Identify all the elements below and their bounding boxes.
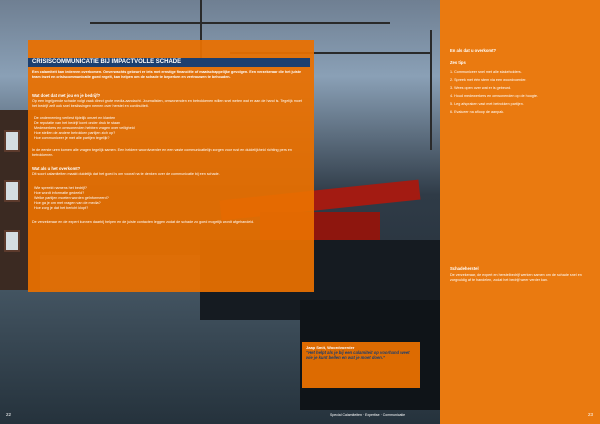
page-number: 22 bbox=[6, 412, 12, 417]
tip-item: 2. Spreek met één stem via een woordvoerder. bbox=[450, 78, 527, 82]
question-item: Hoe wordt informatie gedeeld? bbox=[34, 191, 85, 195]
paragraph: De verzekeraar en de expert kunnen daarbij helpen en de juiste contacten leggen zodat de schade zo goed mogelijk wordt afgehandeld. bbox=[32, 220, 255, 224]
question-item: Wie spreekt namens het bedrijf? bbox=[34, 186, 87, 190]
article-title: CRISISCOMMUNICATIE BIJ IMPACTVOLLE SCHADE bbox=[32, 59, 182, 65]
bullet-list bbox=[34, 116, 308, 143]
crane-jib bbox=[90, 22, 390, 24]
section-heading: Wat doet dat met jou en je bedrijf? bbox=[32, 93, 101, 98]
quote-text: “Het helpt als je bij een calamiteit op voorhand weet wie je kunt bellen en wat je moet doen.” bbox=[306, 350, 410, 360]
bullet-item: Hoe stellen de andere betrokken partijen zich op? bbox=[34, 131, 116, 135]
tips-list bbox=[450, 68, 595, 248]
window bbox=[4, 180, 20, 202]
tips-heading: En als dat u overkomt? bbox=[450, 48, 497, 53]
crane-mast bbox=[430, 30, 432, 150]
bullet-item: De onderneming verliest tijdelijk omzet en klanten bbox=[34, 116, 116, 120]
question-item: Hoe zorg je dat het bericht klopt? bbox=[34, 206, 89, 210]
section-heading: Wat als u het overkomt? bbox=[32, 166, 81, 171]
question-item: Welke partijen moeten worden geïnformeerd? bbox=[34, 196, 109, 200]
quote-box bbox=[302, 342, 420, 388]
paragraph: De verzekeraar, de expert en herstelbedrijf werken samen om de schade snel en zorgvuldig af te handelen, zodat het bedrijf weer verder kan. bbox=[450, 273, 582, 282]
quote-author: Jaap Smit, Woordvoerder bbox=[306, 345, 355, 350]
tip-item: 4. Houd medewerkers en omwonenden op de hoogte. bbox=[450, 94, 538, 98]
intro-text: Een calamiteit kan iedereen overkomen. Onverwachts gebeurt er iets met ernstige financiële of maatschappelijke gevolgen. Een verzekeraar die het juiste team inzet en crisiscommunicatie goed regelt, kan helpen om de schade te beperken en vertrouwen te behouden. bbox=[32, 70, 302, 79]
tips-subheading: Zes tips bbox=[450, 60, 466, 65]
paragraph: In de eerste uren komen alle vragen tegelijk samen. Een heldere woordvoerder en een vaste communicatielijn zorgen voor rust en duidelijkheid richting pers en betrokkenen. bbox=[32, 148, 292, 157]
question-item: Hoe ga je om met vragen van de media? bbox=[34, 201, 101, 205]
tip-item: 1. Communiceer snel met alle stakeholders. bbox=[450, 70, 522, 74]
bullet-item: Hoe communiceer je met alle partijen tegelijk? bbox=[34, 136, 110, 140]
paragraph: Dit soort calamiteiten maakt duidelijk dat het goed is om vooraf na te denken over de communicatie bij een schade. bbox=[32, 172, 220, 176]
section-heading: Schadeherstel bbox=[450, 266, 479, 271]
question-list bbox=[34, 186, 308, 213]
article-title-bar bbox=[28, 58, 310, 67]
bullet-item: Medewerkers en omwonenden hebben vragen over veiligheid bbox=[34, 126, 135, 130]
footer-text: Special Calamiteiten · Expertise · Communicatie bbox=[330, 413, 406, 417]
tip-item: 5. Leg afspraken vast met betrokken partijen. bbox=[450, 102, 524, 106]
window bbox=[4, 130, 20, 152]
paragraph: Op een ingrijpende schade volgt vaak direct grote media-aandacht. Journalisten, omwonenden en betrokkenen willen snel weten wat er aan de hand is. Tegelijk moet het bedrijf zelf ook snel beslissingen nemen over herstel en continuïteit. bbox=[32, 99, 302, 108]
bullet-item: De reputatie van het bedrijf komt onder druk te staan bbox=[34, 121, 121, 125]
window bbox=[4, 230, 20, 252]
tip-item: 3. Wees open over wat er is gebeurd. bbox=[450, 86, 512, 90]
tip-item: 6. Evalueer na afloop de aanpak. bbox=[450, 110, 505, 114]
page-number: 23 bbox=[588, 412, 594, 417]
